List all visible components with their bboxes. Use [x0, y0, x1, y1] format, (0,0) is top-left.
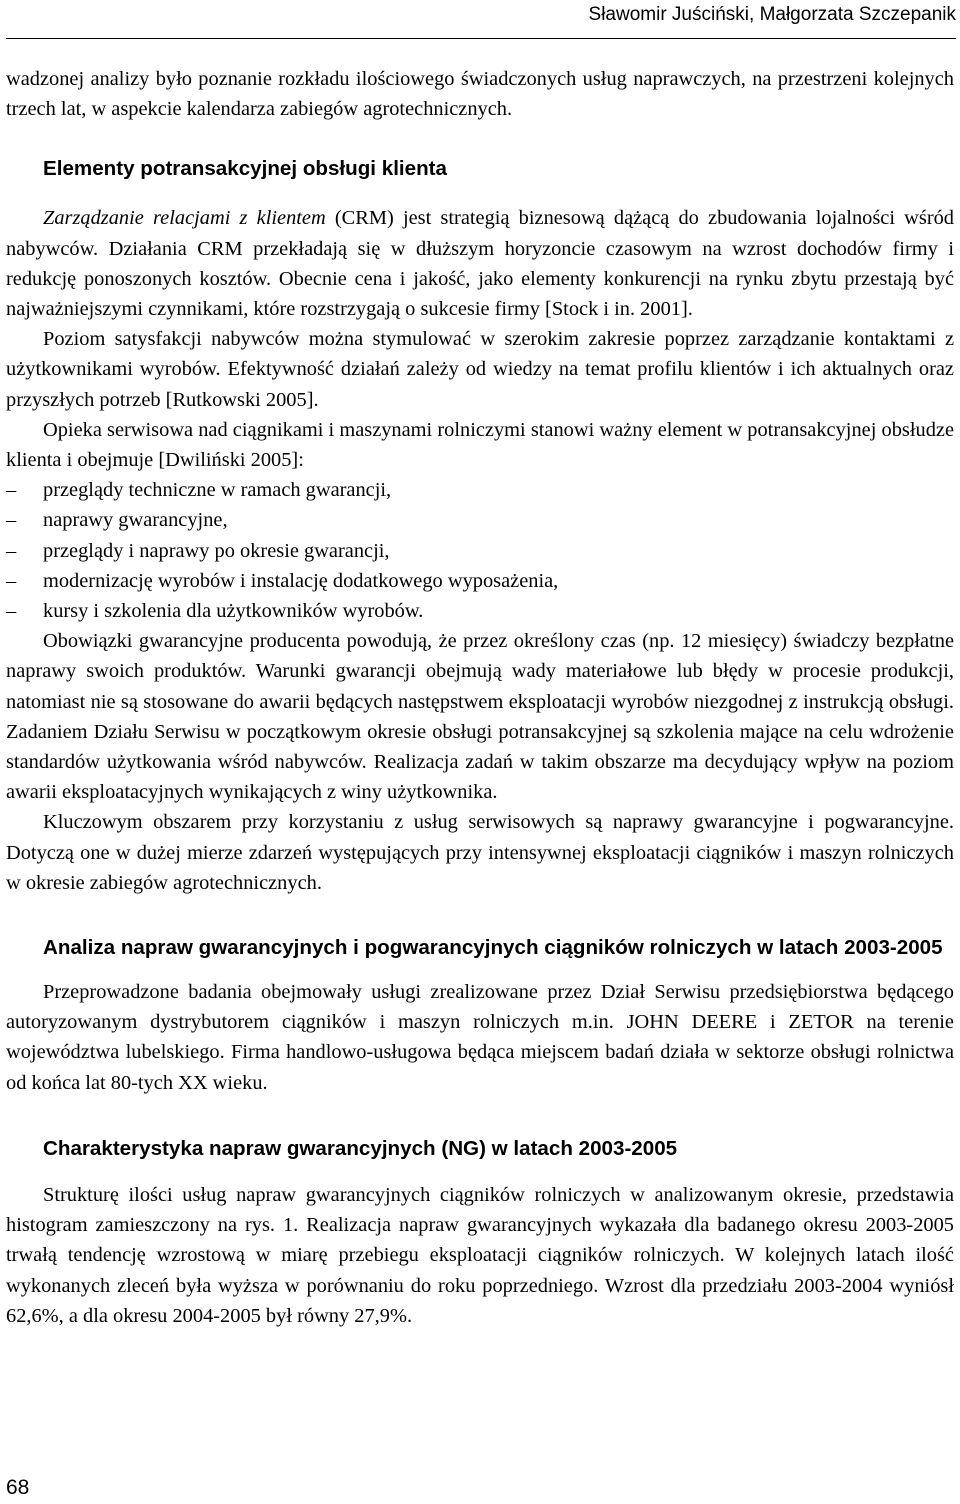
service-scope-list [6, 475, 954, 626]
running-header-authors: Sławomir Juściński, Małgorzata Szczepanik [588, 4, 956, 25]
list-item: – przeglądy techniczne w ramach gwarancji, [6, 475, 954, 505]
dash-bullet: – [6, 509, 17, 532]
crm-paragraph-rest: (CRM) jest strategią biznesową dążącą do zbudowania lojalności wśród nabywców. Działania CRM przekładają się w dłuższym horyzoncie czasowym na wzrost dochodów firmy i redukcję ponoszonych kosztów. Obecnie cena i jakość, jako elementy konkurencji na rynku zbytu przestają być najważniejszymi czynnikami, które rozstrzygają o sukcesie firmy [Stock i in. 2001]. [6, 207, 954, 321]
dash-bullet: – [6, 569, 17, 592]
warranty-structure-paragraph: Strukturę ilości usług napraw gwarancyjnych ciągników rolniczych w analizowanym okresie, przedstawia histogram zamieszczony na rys. 1. Realizacja napraw gwarancyjnych wykazała dla badanego okresu 2003-2005 trwałą tendencję wzrostową w miarę przebiegu eksploatacji ciągników rolniczych. W kolejnych latach ilość wykonanych zleceń była wyższa w porównaniu do roku poprzedniego. Wzrost dla przedziału 2003-2004 wyniósł 62,6%, a dla okresu 2004-2005 był równy 27,9%. [6, 1183, 954, 1327]
list-item: – kursy i szkolenia dla użytkowników wyrobów. [6, 596, 954, 626]
satisfaction-paragraph: Poziom satysfakcji nabywców można stymulować w szerokim zakresie poprzez zarządzanie kontaktami z użytkownikami wyrobów. Efektywność działań zależy od wiedzy na temat profilu klientów i ich aktualnych oraz przyszłych potrzeb [Rutkowski 2005]. [6, 328, 954, 411]
dash-bullet: – [6, 539, 17, 562]
research-scope-paragraph: Przeprowadzone badania obejmowały usługi zrealizowane przez Dział Serwisu przedsiębiorstwa będącego autoryzowanym dystrybutorem ciągników i maszyn rolniczych m.in. JOHN DEERE i ZETOR na terenie województwa lubelskiego. Firma handlowo-usługowa będąca miejscem badań działa w sektorze obsługi rolnictwa od końca lat 80-tych XX wieku. [6, 981, 954, 1094]
list-item: – naprawy gwarancyjne, [6, 505, 954, 535]
dash-bullet: – [6, 600, 17, 623]
page-content [6, 64, 954, 1331]
section-heading-customer-service: Elementy potransakcyjnej obsługi klienta [43, 157, 447, 181]
warranty-obligations-paragraph: Obowiązki gwarancyjne producenta powodują, że przez określony czas (np. 12 miesięcy) świadczy bezpłatne naprawy swoich produktów. Warunki gwarancji obejmują wady materiałowe lub błędy w procesie produkcji, natomiast nie są stosowane do awarii będących następstwem eksploatacji wyrobów niezgodnej z instrukcją obsługi. Zadaniem Działu Serwisu w początkowym okresie obsługi potransakcyjnej są szkolenia mające na celu wdrożenie standardów użytkowania wśród nabywców. Realizacja zadań w takim obszarze ma decydujący wpływ na poziom awarii eksploatacyjnych wynikających z winy użytkownika. [6, 630, 954, 804]
section-heading-warranty-repairs: Charakterystyka napraw gwarancyjnych (NG) w latach 2003-2005 [43, 1136, 678, 1160]
list-item: – modernizację wyrobów i instalację dodatkowego wyposażenia, [6, 566, 954, 596]
list-item: – przeglądy i naprawy po okresie gwarancji, [6, 536, 954, 566]
crm-term: Zarządzanie relacjami z klientem [43, 207, 326, 230]
dash-bullet: – [6, 479, 17, 502]
header-rule [6, 38, 956, 39]
key-area-paragraph: Kluczowym obszarem przy korzystaniu z usług serwisowych są naprawy gwarancyjne i pogwarancyjne. Dotyczą one w dużej mierze zdarzeń występujących przy intensywnej eksploatacji ciągników i maszyn rolniczych w okresie zabiegów agrotechnicznych. [6, 811, 954, 894]
intro-paragraph: wadzonej analizy było poznanie rozkładu ilościowego świadczonych usług naprawczych, na przestrzeni kolejnych trzech lat, w aspekcie kalendarza zabiegów agrotechnicznych. [6, 68, 954, 121]
service-care-paragraph: Opieka serwisowa nad ciągnikami i maszynami rolniczymi stanowi ważny element w potransakcyjnej obsłudze klienta i obejmuje [Dwiliński 2005]: [6, 418, 954, 472]
crm-paragraph [6, 203, 954, 324]
page-number: 68 [6, 1476, 30, 1499]
section-heading-repair-analysis: Analiza napraw gwarancyjnych i pogwarancyjnych ciągników rolniczych w latach 2003-2005 [43, 936, 943, 960]
